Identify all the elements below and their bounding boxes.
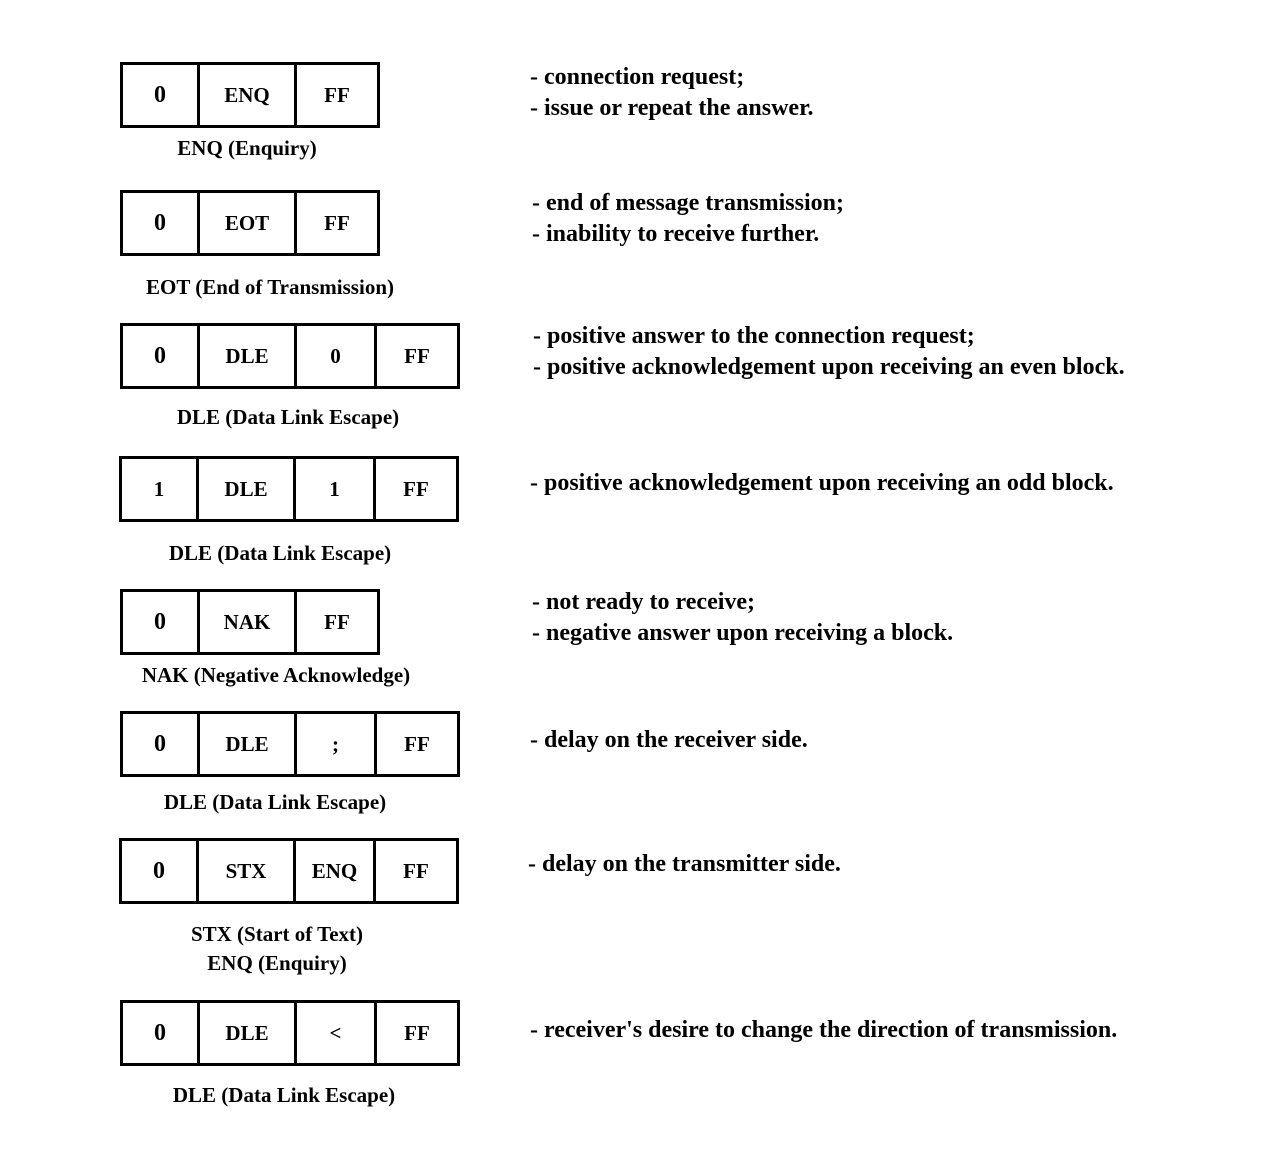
frame-eot — [120, 190, 380, 256]
description-line: - not ready to receive; — [532, 589, 756, 615]
description-line: - positive acknowledgement upon receiving an even block. — [533, 354, 1125, 380]
frame-field: ENQ — [296, 841, 376, 901]
caption-line: DLE (Data Link Escape) — [168, 541, 392, 565]
frame-field: FF — [404, 1020, 430, 1045]
frame-field: ENQ — [200, 65, 297, 125]
description-line: - delay on the transmitter side. — [528, 851, 841, 877]
frame-enq — [120, 62, 380, 128]
caption-line: DLE (Data Link Escape) — [172, 1083, 396, 1107]
frame-field: 0 — [122, 841, 199, 901]
description-line: - negative answer upon receiving a block. — [532, 620, 954, 646]
frame-field: 1 — [122, 459, 199, 519]
frame-dle-direction-change — [120, 1000, 460, 1066]
frame-caption — [120, 134, 374, 163]
caption-line: ENQ (Enquiry) — [177, 136, 317, 160]
frame-field: FF — [404, 731, 430, 756]
frame-field: DLE — [200, 326, 297, 386]
description-line: - positive acknowledgement upon receiving an odd block. — [530, 470, 1114, 496]
caption-line: DLE (Data Link Escape) — [163, 790, 387, 814]
frame-caption — [107, 788, 443, 817]
caption-line: STX (Start of Text) — [190, 922, 364, 946]
frame-field: DLE — [199, 459, 296, 519]
frame-caption — [120, 273, 420, 302]
frame-caption — [109, 920, 445, 978]
frame-field: FF — [403, 858, 429, 883]
frame-description — [530, 468, 1114, 499]
caption-line: DLE (Data Link Escape) — [176, 405, 400, 429]
frame-description — [530, 1015, 1117, 1046]
frame-field: 0 — [123, 592, 200, 652]
frame-field: 0 — [123, 65, 200, 125]
description-line: - connection request; — [530, 64, 745, 90]
frame-field: FF — [404, 343, 430, 368]
frame-dle-odd — [119, 456, 459, 522]
caption-line: NAK (Negative Acknowledge) — [141, 663, 411, 687]
frame-caption — [116, 1081, 452, 1110]
frame-description — [530, 725, 808, 756]
frame-field: 0 — [123, 326, 200, 386]
frame-field: EOT — [200, 193, 297, 253]
frame-description — [533, 321, 1125, 383]
description-line: - delay on the receiver side. — [530, 727, 808, 753]
frame-description — [528, 849, 841, 880]
frame-field: DLE — [200, 714, 297, 774]
frame-field: 0 — [123, 1003, 200, 1063]
frame-field: FF — [324, 609, 350, 634]
frame-description — [530, 62, 814, 124]
frame-stx-enq — [119, 838, 459, 904]
frame-description — [532, 188, 844, 250]
description-line: - positive answer to the connection request; — [533, 323, 975, 349]
description-line: - inability to receive further. — [532, 221, 820, 247]
frame-field: 0 — [297, 326, 377, 386]
frame-field: 0 — [123, 193, 200, 253]
frame-field: FF — [324, 82, 350, 107]
description-line: - receiver's desire to change the direction of transmission. — [530, 1017, 1118, 1043]
caption-line: EOT (End of Transmission) — [146, 275, 394, 299]
frame-caption — [120, 661, 432, 690]
frame-caption — [120, 403, 456, 432]
frame-field: < — [297, 1003, 377, 1063]
frame-field: 1 — [296, 459, 376, 519]
frame-dle-even — [120, 323, 460, 389]
frame-field: ; — [297, 714, 377, 774]
description-line: - issue or repeat the answer. — [530, 95, 814, 121]
frame-field: NAK — [200, 592, 297, 652]
frame-field: DLE — [200, 1003, 297, 1063]
frame-field: FF — [324, 210, 350, 235]
frame-field: STX — [199, 841, 296, 901]
frame-dle-receiver-delay — [120, 711, 460, 777]
frame-nak — [120, 589, 380, 655]
frame-field: FF — [403, 476, 429, 501]
frame-field: 0 — [123, 714, 200, 774]
frame-caption — [112, 539, 448, 568]
frame-description — [532, 587, 953, 649]
caption-line: ENQ (Enquiry) — [207, 951, 347, 975]
description-line: - end of message transmission; — [532, 190, 844, 216]
